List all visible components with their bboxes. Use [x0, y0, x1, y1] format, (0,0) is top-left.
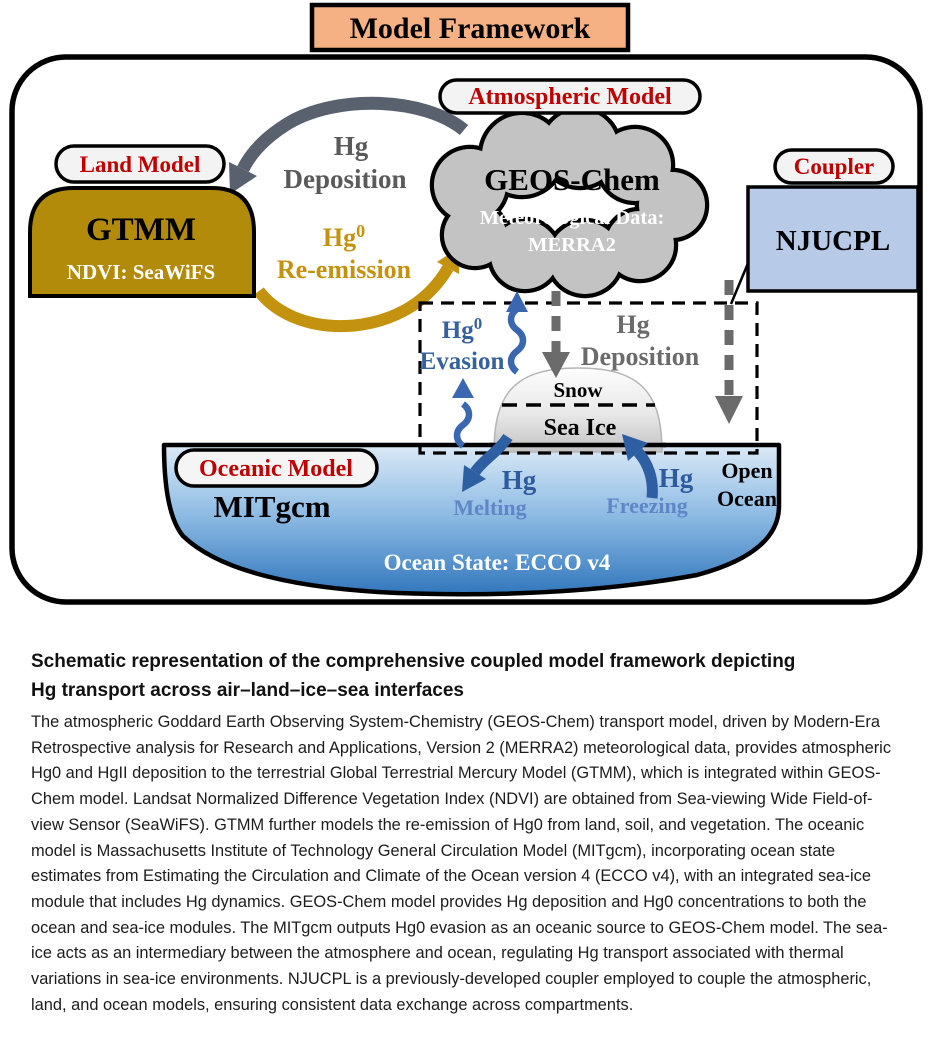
geos-chem-cloud — [432, 108, 707, 296]
sea-ice-label: Sea Ice — [543, 415, 617, 441]
gtmm-block — [30, 188, 254, 296]
sea-ice-dome — [490, 368, 666, 452]
oceanic-model-pill — [176, 450, 377, 486]
coupler-name: NJUCPL — [775, 225, 891, 257]
met-data-line1: Meteorological Data: — [479, 207, 665, 229]
open-ocean-label-2: Ocean — [717, 486, 777, 511]
caption-heading-line2: Hg transport across air–land–ice–sea interfaces — [31, 680, 464, 701]
atmospheric-model-name: GEOS-Chem — [484, 162, 660, 197]
title-box — [312, 5, 628, 50]
page-title: Model Framework — [349, 12, 591, 45]
hg0-reemission-label-2: Re-emission — [276, 255, 412, 284]
caption-heading-line1: Schematic representation of the comprehensive coupled model framework depicting — [31, 651, 796, 672]
njucpl-block — [748, 187, 918, 291]
hg-freezing-label-1: Hg — [658, 463, 694, 493]
caption-heading — [31, 647, 903, 705]
ocean-state-label: Ocean State: ECCO v4 — [383, 550, 611, 575]
arrowhead-up-icon — [452, 378, 474, 398]
coupler-pill — [775, 150, 893, 183]
land-model-sub: NDVI: SeaWiFS — [66, 260, 216, 284]
snow-label: Snow — [553, 378, 603, 402]
caption-body: The atmospheric Goddard Earth Observing System-Chemistry (GEOS-Chem) transport model, driven by Modern-Era Retrospective analysis for Research and Applications, Version 2 (MERRA2) meteorological data, provides atmospheric Hg0 and HgII deposition to the terrestrial Global Terrestrial Mercury Model (GTMM), which is integrated within GEOS-Chem model. Landsat Normalized Difference Vegetation Index (NDVI) are obtained from Sea-viewing Wide Field-of-view Sensor (SeaWiFS). GTMM further models the re-emission of Hg0 from land, soil, and vegetation. The oceanic model is Massachusetts Institute of Technology General Circulation Model (MITgcm), incorporating ocean state estimates from Estimating the Circulation and Climate of the Ocean version 4 (ECCO v4), with an integrated sea-ice module that includes Hg dynamics. GEOS-Chem model provides Hg deposition and Hg0 concentrations to both the ocean and sea-ice modules. The MITgcm outputs Hg0 evasion as an oceanic source to GEOS-Chem model. The sea-ice acts as an intermediary between the atmosphere and ocean, regulating Hg transport associated with thermal variations in sea-ice environments. NJUCPL is a previously-developed coupler employed to couple the atmospheric, land, and ocean models, ensuring consistent data exchange across compartments. — [31, 713, 892, 1014]
coupler-label: Coupler — [793, 154, 875, 179]
atmospheric-model-pill — [440, 80, 700, 113]
land-model-pill — [56, 146, 224, 182]
hg-deposition-land-label-1: Hg — [333, 131, 369, 161]
hg0-reemission-label-1 — [323, 221, 365, 252]
figure-caption — [0, 625, 934, 1018]
hg-melting-label-2: Melting — [453, 495, 527, 520]
hg0-evasion-label-2: Evasion — [419, 348, 505, 375]
hg0-superscript: 0 — [356, 221, 366, 241]
hg-freezing-label-2: Freezing — [606, 493, 688, 518]
hg-deposition-sea-label-1: Hg — [616, 310, 650, 339]
hg0-evasion-label-1 — [442, 314, 482, 344]
oceanic-model-label: Oceanic Model — [199, 456, 353, 482]
land-model-name: GTMM — [86, 212, 196, 248]
hg0-base: Hg — [322, 223, 357, 252]
hg-melting-label-1: Hg — [501, 465, 537, 495]
hg0-base: Hg — [441, 317, 474, 344]
hg-deposition-land-label-2: Deposition — [283, 164, 407, 194]
hg-deposition-sea-label-2: Deposition — [580, 342, 700, 371]
atmospheric-model-label: Atmospheric Model — [468, 84, 672, 110]
oceanic-model-name: MITgcm — [213, 489, 331, 524]
hg0-superscript: 0 — [473, 314, 483, 333]
hg0-evasion-arrow-lower — [452, 378, 474, 446]
met-data-line2: MERRA2 — [528, 234, 616, 256]
arrowhead-down-icon — [715, 396, 743, 424]
open-ocean-label-1: Open — [721, 458, 773, 483]
land-model-label: Land Model — [79, 152, 201, 177]
